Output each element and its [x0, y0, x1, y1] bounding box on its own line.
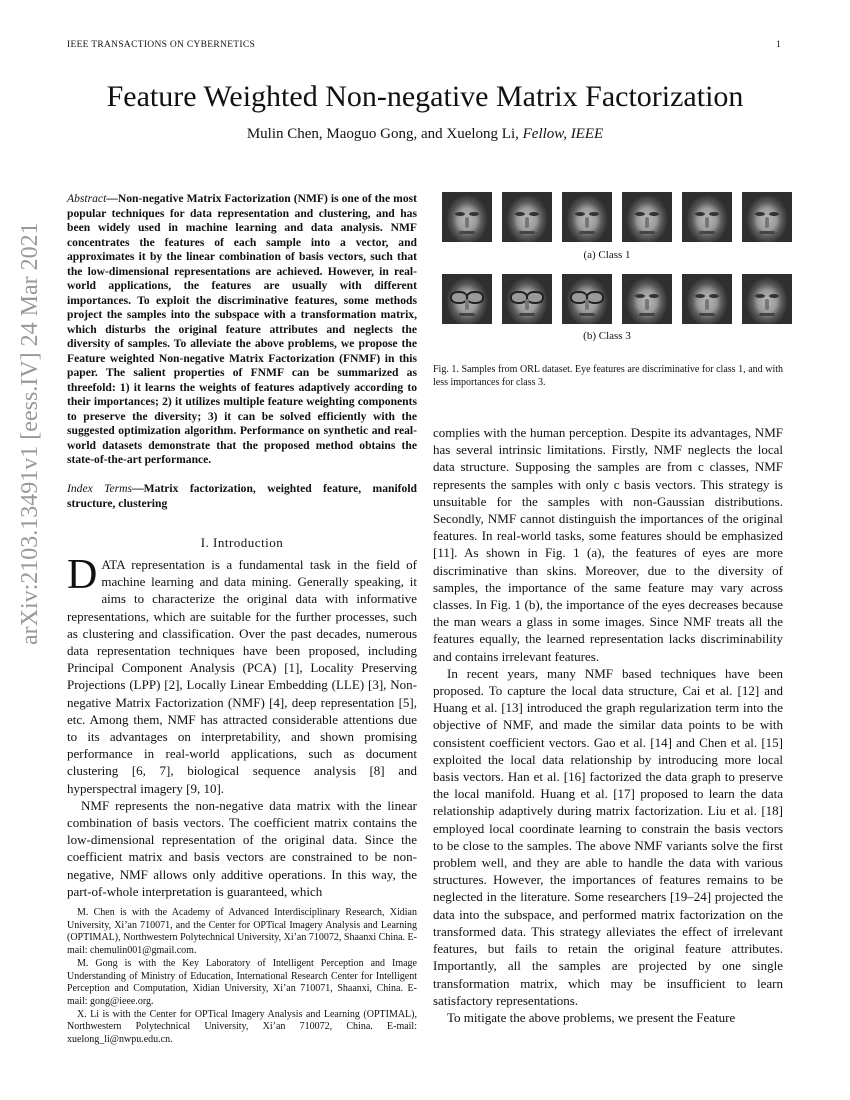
right-column-text	[433, 424, 783, 1026]
face-image	[682, 274, 732, 324]
face-image	[622, 192, 672, 242]
face-image-glasses	[502, 274, 552, 324]
subcaption-b: (b) Class 3	[583, 330, 631, 342]
footnote-chen: M. Chen is with the Academy of Advanced Interdisciplinary Research, Xidian University, Xi’an 710071, and the Center for OPTical Imagery Analysis and Learning (OPTIMAL), Northwestern Polytechnical University, Xi’an 710072, Shaanxi China. E-mail: chemulin001@gmail.com.	[67, 907, 417, 957]
abstract-lead: Abstract	[67, 192, 107, 205]
drop-cap: D	[67, 552, 98, 598]
author-fellow: Fellow, IEEE	[522, 126, 604, 142]
face-image-glasses	[442, 274, 492, 324]
abstract	[67, 192, 417, 468]
intro-p1-text: ATA representation is a fundamental task in the field of machine learning and data mining. Generally speaking, it aims to characterize the original data with informative representations, which are suitable for the further processes, such as clustering and classification. Over the past decades, numerous data representation techniques have been proposed, including Principal Component Analysis (PCA) [1], Locality Preserving Projections (LPP) [2], Locally Linear Embedding (LLE) [3], Non-negative Matrix Factorization (NMF) [4], deep representation [5], etc. Among them, NMF has attracted considerable attentions due to its advantages on interpretability, and shown promising performance in real-world applications, such as document clustering [6, 7], biological sequence analysis [8] and hyperspectral imagery [9, 10].	[67, 557, 417, 796]
intro-text	[67, 552, 417, 900]
index-terms-lead: Index Terms	[67, 482, 133, 495]
face-image	[502, 192, 552, 242]
subcaption-a: (a) Class 1	[583, 249, 631, 261]
footnotes	[67, 907, 417, 1047]
face-row-class-3	[442, 274, 792, 324]
author-line	[0, 126, 850, 143]
footnote-li: X. Li is with the Center for OPTical Imagery Analysis and Learning (OPTIMAL), Northwestern Polytechnical University, Xi’an 710072, China. E-mail: xuelong_li@nwpu.edu.cn.	[67, 1008, 417, 1046]
figure-caption: Fig. 1. Samples from ORL dataset. Eye features are discriminative for class 1, and with less importances for class 3.	[433, 364, 783, 388]
right-paragraph-1: complies with the human perception. Despite its advantages, NMF has several intrinsic limitations. Firstly, NMF neglects the local data structure. Supposing the samples are from c classes, NMF represents the samples with only c basis vectors. This strategy is unsuitable for the samples with non-Gaussian distributions. Secondly, NMF cannot distinguish the importances of the original features. In real-world tasks, some features should be emphasized [11]. As shown in Fig. 1 (a), the features of eyes are more discriminative than skins. Moreover, due to the diversity of samples, the importance of the same feature may vary across classes. In Fig. 1 (b), the importance of the eyes decreases because the man wears a glass in some images. Since NMF treats all the features equally, the learned representation lacks discriminability and contains irrelevant features.	[433, 425, 783, 664]
intro-paragraph-2: NMF represents the non-negative data matrix with the linear combination of basis vectors. The coefficient matrix contains the low-dimensional representation of the original data. Since the coefficient matrix and basis vectors are constrained to be non-negative, NMF allows only additive operations. In this way, the part-of-whole interpretation is guaranteed, which	[67, 797, 417, 899]
face-image	[742, 274, 792, 324]
author-names: Mulin Chen, Maoguo Gong, and Xuelong Li,	[246, 126, 519, 142]
arxiv-stamp: arXiv:2103.13491v1 [eess.IV] 24 Mar 2021	[17, 222, 43, 645]
face-image	[622, 274, 672, 324]
intro-paragraph-1	[67, 552, 417, 797]
index-terms-text: —Matrix factorization, weighted feature, manifold structure, clustering	[67, 482, 417, 510]
face-row-class-1	[442, 192, 792, 242]
right-paragraph-3: To mitigate the above problems, we present the Feature	[447, 1009, 736, 1025]
face-image	[742, 192, 792, 242]
face-image	[562, 192, 612, 242]
index-terms	[67, 482, 417, 511]
footnote-gong: M. Gong is with the Key Laboratory of Intelligent Perception and Image Understanding of Ministry of Education, International Research Center for Intelligent Perception and Computation, Xidian University, Xi’an 710071, Shaanxi, China. E-mail: gong@ieee.org.	[67, 957, 417, 1007]
face-image	[682, 192, 732, 242]
journal-header: IEEE TRANSACTIONS ON CYBERNETICS	[67, 40, 256, 50]
face-image-glasses	[562, 274, 612, 324]
abstract-text: —Non-negative Matrix Factorization (NMF) is one of the most popular techniques for data representation and clustering, and has been widely used in machine learning and data analysis. NMF concentrates the features of each sample into a vector, and approximates it by the linear combination of basis vectors, such that the low-dimensional representations are achieved. However, in real-world applications, the features are usually with different importances. To exploit the discriminative features, some methods project the samples into the subspace with a transformation matrix, which disturbs the original feature attributes and neglects the diversity of samples. To alleviate the above problems, we propose the Feature weighted Non-negative Matrix Factorization (FNMF) in this paper. The salient properties of FNMF can be summarized as threefold: 1) it learns the weights of features adaptively according to their importances; 2) it utilizes multiple feature weighting components to preserve the diversity; 3) it can be solved efficiently with the suggested optimization algorithm. Performance on synthetic and real-world datasets demonstrate that the proposed method obtains the state-of-the-art performance.	[67, 192, 417, 466]
section-title: I. Introduction	[200, 535, 284, 550]
right-paragraph-2: In recent years, many NMF based techniques have been proposed. To capture the local data structure, Cai et al. [12] and Huang et al. [13] introduced the graph regularization term into the objective of NMF, and made the similar data points to be with consistent coefficient vectors. Gao et al. [14] and Chen et al. [15] exploited the local data relationship by introducing more local basis vectors. Han et al. [16] factorized the data graph to preserve the local manifold. Huang et al. [17] proposed to learn the data relationship adaptively during matrix factorization. Liu et al. [18] employed local coordinate learning to constrain the basis vectors to be close to the samples. The above NMF variants solve the first problem well, and they are able to handle the data with various structures. However, the importances of features remains to be neglected in the literature. Some researchers [19–24] projected the data into the subspace, and performed matrix factorization on the transformed data. This strategy alleviates the effect of irrelevant features, but fails to retain the original feature attributes. Importantly, all the samples are projected by one single transformation matrix, which may be insufficient to learn satisfactory representations.	[433, 665, 783, 1008]
page-number: 1	[776, 40, 782, 50]
face-image	[442, 192, 492, 242]
paper-title: Feature Weighted Non-negative Matrix Factorization	[106, 80, 744, 113]
